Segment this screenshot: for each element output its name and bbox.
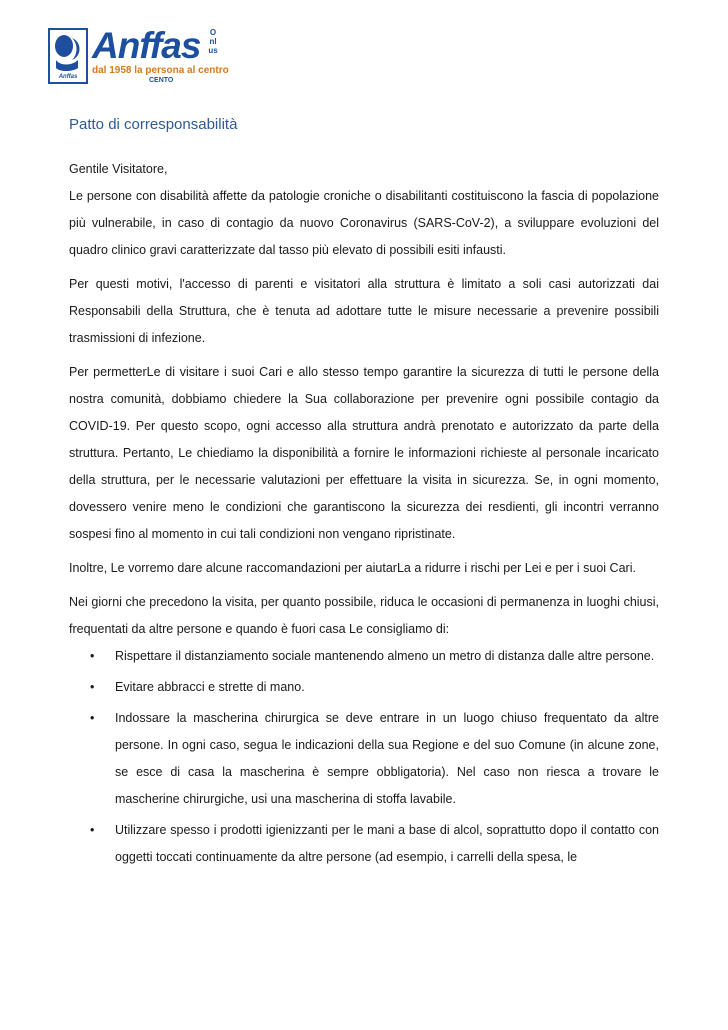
logo-onlus-text: Onlus [208,28,218,55]
paragraph: Per questi motivi, l'accesso di parenti e visitatori alla struttura è limitato a soli casi autorizzati dai Responsabili della Struttura, che è tenuta ad adottare tutte le misure necessarie a prevenire possibili trasmissioni di infezione. [69,277,659,345]
greeting: Gentile Visitatore, [69,162,168,176]
list-item-text: Evitare abbracci e strette di mano. [115,680,305,694]
list-item [90,705,659,813]
logo-brand-text: Anffas [92,25,201,66]
anffas-emblem-icon [48,28,88,84]
list-item-text: Utilizzare spesso i prodotti igienizzanti per le mani a base di alcol, soprattutto dopo il contatto con oggetti toccati continuamente da altre persone (ad esempio, i carrelli della spesa, le [115,823,659,864]
anffas-logo [48,25,229,90]
paragraph: Per permetterLe di visitare i suoi Cari e allo stesso tempo garantire la sicurezza di tutti le persone della nostra comunità, dobbiamo chiedere la Sua collaborazione per prevenire ogni possibile contagio da COVID-19. Per questo scopo, ogni accesso alla struttura andrà prenotato e autorizzato da parte della struttura. Pertanto, Le chiediamo la disponibilità a fornire le informazioni richieste al personale incaricato della struttura, per le necessarie valutazioni per effettuare la visita in sicurezza. Se, in ogni momento, dovessero venire meno le condizioni che garantiscono la sicurezza dei resdienti, gli incontri verranno sospesi fino al momento in cui tali condizioni non vengano ripristinate. [69,365,659,541]
list-item [90,674,659,701]
document-title: Patto di corresponsabilità [69,116,238,133]
logo-tagline: dal 1958 la persona al centro [92,65,229,76]
paragraph: Nei giorni che precedono la visita, per quanto possibile, riduca le occasioni di permanenza in luoghi chiusi, frequentati da altre persone e quando è fuori casa Le consigliamo di: [69,595,659,636]
emblem-label: Anffas [58,74,78,80]
list-item-text: Indossare la mascherina chirurgica se deve entrare in un luogo chiuso frequentato da altre persone. In ogni caso, segua le indicazioni della sua Regione e del suo Comune (in alcune zone, se esce di casa la mascherina è sempre obbligatoria). Nel caso non riesca a trovare le mascherine chirurgiche, usi una mascherina di stoffa lavabile. [115,711,659,806]
logo-city: CENTO [149,77,174,84]
bullet-icon: • [90,823,95,837]
list-item-text: Rispettare il distanziamento sociale mantenendo almeno un metro di distanza dalle altre persone. [115,649,655,663]
document-body [69,156,659,875]
bullet-icon: • [90,649,95,663]
bullet-icon: • [90,680,95,694]
bullet-icon: • [90,711,95,725]
recommendation-list [69,643,659,871]
paragraph: Inoltre, Le vorremo dare alcune raccomandazioni per aiutarLa a ridurre i rischi per Lei e per i suoi Cari. [69,561,636,575]
paragraph: Le persone con disabilità affette da patologie croniche o disabilitanti costituiscono la fascia di popolazione più vulnerabile, in caso di contagio da nuovo Coronavirus (SARS-CoV-2), a sviluppare evoluzioni del quadro clinico gravi caratterizzate dal tasso più elevato di possibili esiti infausti. [69,189,659,257]
list-item [90,643,659,670]
list-item [90,817,659,871]
